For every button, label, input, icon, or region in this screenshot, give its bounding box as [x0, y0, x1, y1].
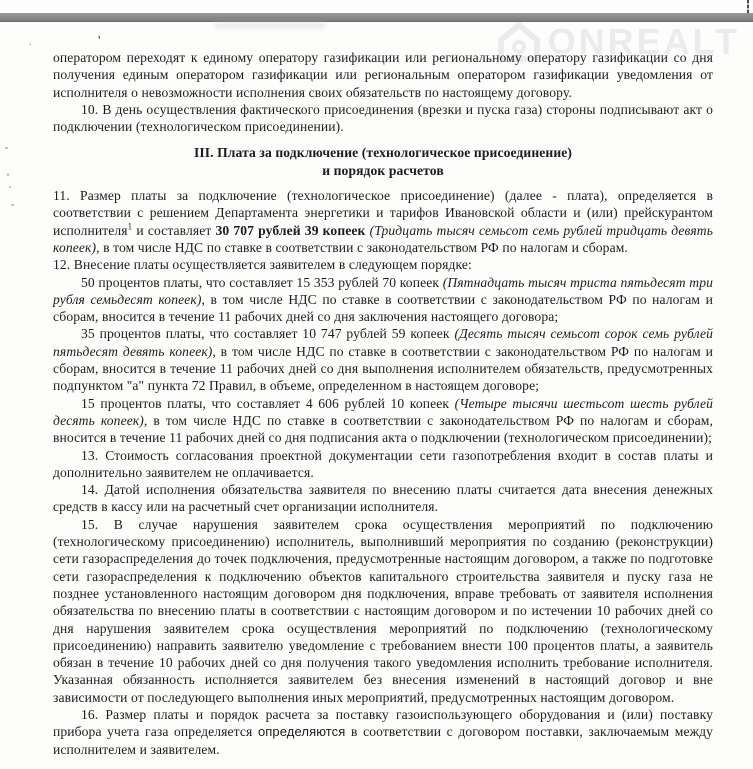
para-16 — [53, 706, 713, 758]
text-run: и составляет — [132, 222, 216, 238]
text-run: 15. В случае нарушения заявителем срока осуществления мероприятий по подключению (технологическому присоединению) исполнитель, выполнивший мероприятия по созданию (реконструкции) сети газораспределения до точек подключения, предусмотренные настоящим договором, а также по подготовке сети газораспределения к подключению объектов капитального строительства заявителя и пуску газа не позднее установленного настоящим договором дня подключения, вправе требовать от заявителя исполнения обязательства по внесению платы в соответствии с настоящим договором и по истечении 10 рабочих дней со дня нарушения заявителем срока осуществления мероприятий по подключению (технологическому присоединению) направить заявителю уведомление с требованием внести 100 процентов платы, а заявитель обязан в течение 10 рабочих дней со дня получения такого уведомления исполнить требование исполнителя. Указанная обязанность исполняется заявителем без внесения изменений в настоящий договор и вне зависимости от последующего выполнения иных мероприятий, предусмотренных настоящим договором. — [53, 516, 713, 705]
text-run: (Десять тысяч семьсот сорок семь рублей пятьдесят девять копеек) — [53, 326, 713, 359]
margin-speck — [11, 204, 14, 206]
text-run: оператором переходят к единому оператору газификации или региональному оператору газификации со дня получения единым оператором газификации или региональным оператором газификации уведомления от исполнителя о невозможности исполнения своих обязательств по настоящему договору. — [53, 50, 713, 100]
text-run: , в том числе НДС по ставке в соответствии с законодательством РФ по налогам и сборам. — [96, 239, 628, 255]
text-run: 12. Внесение платы осуществляется заявителем в следующем порядке: — [53, 257, 472, 273]
para-13 — [53, 447, 713, 482]
text-run: 10. В день осуществления фактического присоединения (врезки и пуска газа) стороны подписывают акт о подключении (технологическом присоединении). — [53, 101, 713, 135]
margin-speck — [9, 186, 11, 188]
section-heading — [53, 144, 713, 179]
heading-line: III. Плата за подключение (технологическое присоединение) — [193, 145, 573, 161]
text-run: (Тридцать тысяч семьсот семь рублей тридцать девять копеек) — [53, 222, 713, 255]
text-run: 50 процентов платы, что составляет 15 353 рублей 70 копеек — [81, 274, 443, 290]
text-run: , в том числе НДС по ставке в соответствии с законодательством РФ по налогам и сборам, вносится в течение 11 рабочих дней со дня подписания акта о подключении (технологическом присоединении); — [53, 412, 713, 446]
para-12-15-percent — [53, 395, 713, 447]
text-run: (Пятнадцать тысяч триста пятьдесят три рубля семьдесят копеек) — [53, 274, 713, 307]
para-10 — [53, 101, 713, 136]
margin-speck — [5, 147, 8, 149]
text-run: в соответствии с договором поставки, заключаемым между исполнителем и заявителем. — [53, 724, 713, 757]
ink-speck-apostrophe: ' — [98, 34, 101, 49]
ink-speck-dot: . — [29, 36, 32, 48]
text-run: определяются — [257, 724, 346, 740]
para-operator-transfer — [53, 49, 713, 101]
heading-line: и порядок расчетов — [322, 162, 444, 178]
watermark-brand-text: ONREALT — [547, 21, 740, 62]
document-body — [53, 49, 713, 758]
text-run: 11. Размер платы за подключение (технологическое присоединение) (далее - плата), определяется в соответствии с решением Департамента энергетики и тарифов Ивановской области и (или) прейскурантом исполнителя — [53, 188, 713, 238]
text-run: 30 707 рублей 39 копеек — [215, 222, 370, 238]
para-15 — [53, 516, 713, 706]
para-14 — [53, 481, 713, 516]
para-12-intro — [53, 256, 713, 273]
text-run: 13. Стоимость согласования проектной документации сети газопотребления входит в состав платы и дополнительно заявителем не оплачивается. — [53, 447, 713, 480]
text-run: 35 процентов платы, что составляет 10 747 рублей 59 копеек — [81, 326, 455, 342]
para-12-35-percent — [53, 325, 713, 394]
scan-smudge-artifact — [215, 23, 325, 28]
text-run: , в том числе НДС по ставке в соответствии с законодательством РФ по налогам и сборам, вносится в течение 11 рабочих дней со дня заключения настоящего договора; — [53, 291, 713, 325]
text-run: (Четыре тысячи шестьсот шесть рублей десять копеек) — [53, 395, 713, 428]
para-12-50-percent — [53, 274, 713, 326]
para-11 — [53, 187, 713, 256]
text-run: 14. Датой исполнения обязательства заявителя по внесению платы считается дата внесения денежных средств в кассу или на расчетный счет организации исполнителя. — [53, 482, 713, 515]
footnote-ref: 1 — [127, 221, 133, 232]
scan-corner-artifact — [747, 0, 749, 13]
text-run: 16. Размер платы и порядок расчета за поставку газоиспользующего оборудования и (или) поставку прибора учета газа определяется — [53, 706, 713, 740]
text-run: 15 процентов платы, что составляет 4 606 рублей 10 копеек — [81, 395, 455, 411]
text-run: , в том числе НДС по ставке в соответствии с законодательством РФ по налогам и сборам, вносится в течение 11 рабочих дней со дня выполнения исполнителем обязательств, предусмотренных подпунктом "а" пункта 72 Правил, в объеме, определенном в настоящем договоре; — [53, 343, 713, 394]
margin-speck — [7, 173, 9, 176]
